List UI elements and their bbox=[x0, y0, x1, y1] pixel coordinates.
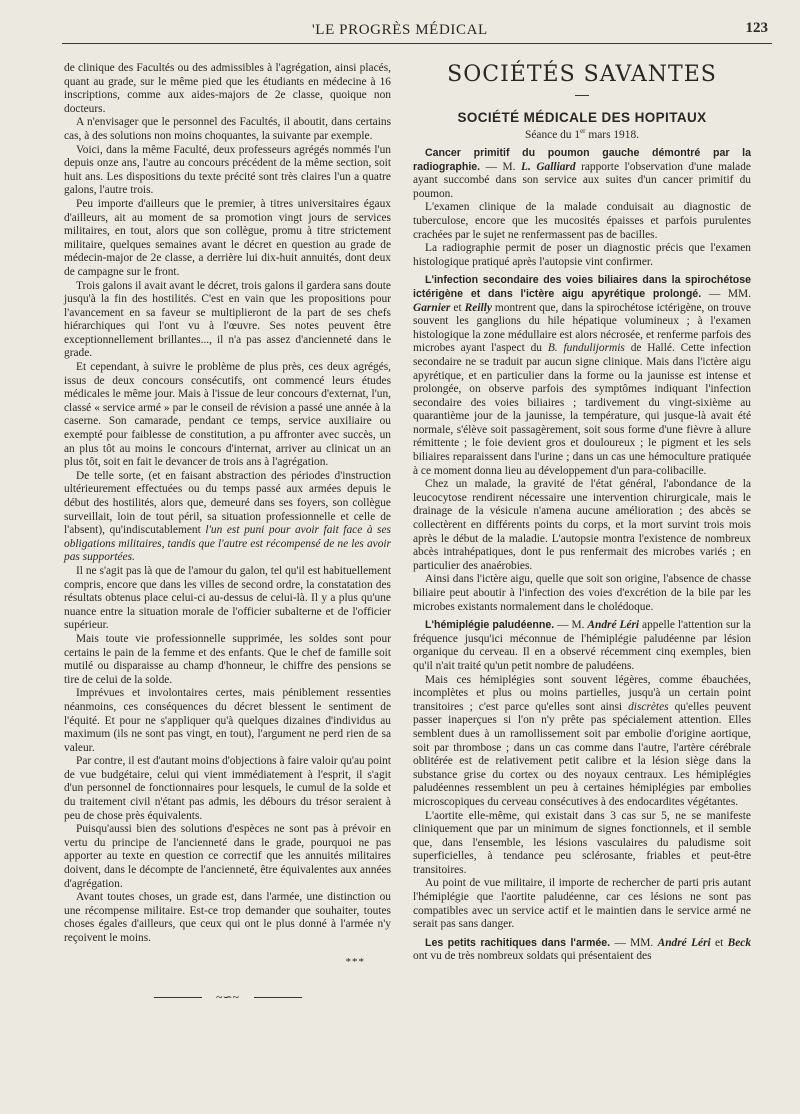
article-lead bbox=[413, 147, 751, 201]
article-title: L'infection secondaire des voies biliaires dans la spirochétose ictérigène et dans l'ictère aigu apyrétique prolongé. bbox=[413, 274, 751, 300]
paragraph: Avant toutes choses, un grade est, dans l'armée, une distinction ou une récompense militaire. Est-ce trop demander que souhaiter, toutes choses égales d'ailleurs, que ceux qui ont le plus donné à l'armée n'y reçoivent le moins. bbox=[64, 891, 391, 944]
society-heading: SOCIÉTÉ MÉDICALE DES HOPITAUX bbox=[457, 110, 707, 125]
paragraph-text: rapporte l'observation d'une malade ayant succombé dans son service aux suites d'un cancer primitif du poumon. bbox=[413, 160, 751, 200]
paragraph: Au point de vue militaire, il importe de rechercher de parti pris autant l'hémiplégie que l'aortite paludéenne, car ces lésions ne sont pas compatibles avec un service actif et le maintien dans le service armé ne serait pas sans danger. bbox=[413, 877, 751, 931]
paragraph: Voici, dans la même Faculté, deux professeurs agrégés nommés l'un depuis onze ans, l'autre au concours précédent de la même section, soit huit ans. Les dispositions du texte précité sont très claires l'un a quatre galons, l'autre trois. bbox=[64, 143, 391, 197]
title-rule bbox=[575, 95, 589, 96]
paragraph: Chez un malade, la gravité de l'état général, l'abondance de la leucocytose rendirent nécessaire une intervention chirurgicale, mais le drainage de la vésicule n'amena aucune amélioration ; des abcès se collectèrent en différents points du corps, et la mort survint trois mois après le début de la maladie. L'autopsie montra l'existence de nombreux abcès intrahépatiques, dont le pus renfermait des microbes variés ; en particulier des anaérobies. bbox=[413, 478, 751, 572]
paragraph: Puisqu'aussi bien des solutions d'espèces ne sont pas à prévoir en vertu du principe de l'ancienneté dans le grade, pourquoi ne pas apporter au texte en question ce correctif que les annuités militaires doivent, dans le décompte de l'ancienneté, être équivalentes aux années d'agrégation. bbox=[64, 823, 391, 890]
article-title: L'hémiplégie paludéenne. bbox=[425, 619, 555, 632]
page-header bbox=[62, 18, 772, 44]
paragraph: L'examen clinique de la malade conduisait au diagnostic de tuberculose, encore que les mucosités épaisses et parfois purulentes crachées par le sujet ne renfermassent pas de bacilles. bbox=[413, 201, 751, 241]
seance-date bbox=[413, 129, 751, 141]
paragraph: A n'envisager que le personnel des Facultés, il aboutit, dans certains cas, à des solutions non moins choquantes, la suivante par exemple. bbox=[64, 116, 391, 142]
italic-word: discrètes bbox=[628, 700, 669, 713]
paragraph: L'aortite elle-même, qui existait dans 3 cas sur 5, ne se manifeste cliniquement que par un minimum de signes fonctionnels, et il semble que, dans l'ensemble, les lésions vasculaires du paludisme soit superficielles, à tendance peu sclérosante, friables et peut-être transitoires. bbox=[413, 809, 751, 876]
paragraph-text: qu'elles peuvent passer inaperçues si l'on n'y prête pas spécialement attention. Elles semblent dues à un ramollissement soit par embolie d'origine aortique, soit par thrombose ; dans un cas comme dans l'autre, l'artère cérébrale oblitérée est de relativement petit calibre et la lésion siège dans la substance grise du cortex ou des noyaux centraux. Les hémiplégies paludéennes ressemblent un peu à certaines hémiplégies par embolies microscopiques du cerveau consécutives à des endocardites végétantes. bbox=[413, 700, 751, 808]
fleuron-divider: ~∽~ bbox=[168, 990, 288, 1004]
paragraph: Il ne s'agit pas là que de l'amour du galon, tel qu'il est habituellement compris, encore que dans les villes de second ordre, la constatation des résultats obtenus place celui-ci au-dessus de celui-là. Il y a plus qu'une nuance entre la situation morale de l'officier subalterne et de l'officier supérieur. bbox=[64, 564, 391, 632]
bacillus-name: B. fundulijormis bbox=[547, 342, 625, 355]
conjunction: et bbox=[450, 301, 465, 314]
paragraph-text: De telle sorte, (et en faisant abstraction des périodes d'instruction ultérieurement effectuées ou du temps passé aux armées depuis le début des hostilités, alors que, demeuré dans ses foyers, son collègue surveillait, loin de tout péril, sa situation professionnelle et celle de l'absent), qu'indiscutablement bbox=[64, 469, 391, 537]
conjunction: et bbox=[710, 936, 728, 949]
paragraph-text: montrent que, dans la spirochétose ictérigène, on trouve souvent les ganglions du hile hépatique volumineux ; à l'examen histologique la zone médullaire est alors nécrosée, et renferme parfois des microbes ayant l'aspect du bbox=[413, 301, 751, 355]
running-title: 'LE PROGRÈS MÉDICAL bbox=[312, 22, 488, 38]
paragraph-text: Mais ces hémiplégies sont souvent légères, comme ébauchées, incomplètes et plus ou moins partielles, jusqu'à un certain point transitoires ; c'est parce qu'elles sont ainsi bbox=[413, 673, 751, 713]
paragraph-text: de Hallé. Cette infection secondaire ne se traduit par aucun signe clinique. Mais dans l'ictère aigu apyrétique, et en particulier dans la forme ou la jaunisse est intense et prolongée, on observe parfois des symptômes indiquant l'infection secondaire des voies biliaires ; tardivement du vingt-sixième au quarantième jour de la jaunisse, la température, qui jusque-là avait été normale, s'élève soit passagèrement, soit sous forme d'une fièvre à allure rémittente ; le foie devient gros et douloureux ; le pigment et les sels biliaires reparaissent dans l'urine ; dans un cas une hémoculture pratiquée à ce moment donna lieu au développement d'un para-colibacille. bbox=[413, 342, 751, 477]
author: Garnier bbox=[413, 301, 451, 314]
paragraph: Et cependant, à suivre le problème de plus près, ces deux agrégés, issus de deux concours consécutifs, ont commencé leurs études médicales le même jour. Mais à l'issue de leur concours d'externat, l'un, classé « service armé » par le conseil de révision a passé une année à la caserne. Son camarade, pendant ce temps, service auxiliaire ou exempté pour faiblesse de constitution, a pu affronter avec succès, un an plus tôt au moins le concours d'internat, arriver au clinicat un an plus tôt, soit en fait le devancer de trois ans à l'agrégation. bbox=[64, 361, 391, 469]
paragraph: La radiographie permit de poser un diagnostic précis que l'examen histologique pratiqué après l'autopsie vint confirmer. bbox=[413, 242, 751, 268]
author: Reilly bbox=[464, 301, 492, 314]
article-title: Cancer primitif du poumon gauche démontré par la radiographie. bbox=[413, 147, 751, 173]
author: André Léri bbox=[657, 936, 711, 949]
article-lead bbox=[413, 619, 751, 673]
header-rule bbox=[62, 43, 772, 44]
article-lead bbox=[413, 937, 751, 964]
paragraph: de clinique des Facultés ou des admissibles à l'agrégation, ainsi placés, quant au grade, sur le même pied que les étudiants en médecine à 16 inscriptions, comme aux aides-majors de 2e classe, quoique non docteurs. bbox=[64, 62, 391, 115]
paragraph: Par contre, il est d'autant moins d'objections à faire valoir qu'au point de vue budgétaire, celui qui vient immédiatement à l'esprit, il s'agit d'un personnel de fonctionnaires pour lesquels, le cumul de la solde et du traitement civil n'étant pas admis, les débours du trésor seraient à peu de chose près équivalents. bbox=[64, 755, 391, 822]
paragraph-text: ont vu de très nombreux soldats qui présentaient des bbox=[413, 950, 652, 963]
author: André Léri bbox=[587, 619, 640, 632]
seance-sup: er bbox=[580, 127, 586, 136]
section-title: SOCIÉTÉS SAVANTES bbox=[447, 62, 717, 87]
article-lead bbox=[413, 274, 751, 478]
paragraph: Imprévues et involontaires certes, mais péniblement ressenties néanmoins, ces conséquences du décret blessent le sentiment de l'équité. Et pour ne s'appliquer qu'à quelques dizaines d'individus au maximum (ils ne sont pas vingt, en tout), l'argument ne perd rien de sa valeur. bbox=[64, 687, 391, 754]
right-column bbox=[413, 62, 751, 964]
left-column bbox=[64, 62, 391, 1004]
dash: — M. bbox=[554, 619, 588, 632]
paragraph: Peu importe d'ailleurs que le premier, à titres universitaires égaux d'ailleurs, ait au moment de sa promotion vingt jours de services militaires, en tout, alors que son collègue, promu à titre strictement militaire, quelques semaines avant le décret en question au grade de médecin-major de 2e classe, a derrière lui dix-huit annuités, dont deux de campagne sur le front. bbox=[64, 197, 391, 278]
article-title: Les petits rachitiques dans l'armée. bbox=[425, 936, 611, 949]
paragraph: Ainsi dans l'ictère aigu, quelle que soit son origine, l'absence de chasse biliaire peut aboutir à l'infection des voies d'excrétion de la bile par les microbes existants normalement dans le cholédoque. bbox=[413, 573, 751, 613]
asterism: *** bbox=[345, 955, 365, 968]
author: L. Galliard bbox=[521, 160, 576, 173]
seance-text: mars 1918. bbox=[585, 129, 639, 141]
dash: — MM. bbox=[701, 287, 751, 300]
italic-conclusion: l'un est puni pour avoir fait face à ses obligations militaires, tandis que l'autre est récompensé de ne les avoir pas supportées. bbox=[64, 524, 391, 564]
paragraph: Mais toute vie professionnelle supprimée, les soldes sont pour certains le pain de la femme et des enfants. Que le chef de famille soit mutilé ou disparaisse au champ d'honneur, le chiffre des pensions se tire de celui de la solde. bbox=[64, 632, 391, 686]
paragraph bbox=[64, 470, 391, 565]
paragraph: Trois galons il avait avant le décret, trois galons il gardera sans doute jusqu'à la fin des hostilités. C'est en vain que les propositions pour l'avancement en sa faveur se multiplieront de la part de ses chefs hiérarchiques qui l'ont vu à l'œuvre. Ses notes peuvent être exceptionnellement brillantes..., il n'a pas assez d'ancienneté dans le grade. bbox=[64, 279, 391, 360]
page-number: 123 bbox=[745, 20, 768, 36]
seance-text: Séance du 1 bbox=[525, 129, 581, 141]
paragraph-text: appelle l'attention sur la fréquence jusqu'ici méconnue de l'hémiplégie paludéenne par lésion organique du cerveau. Il en a observé récemment cinq exemples, bien qu'il n'ait traité qu'un petit nombre de paludéens. bbox=[413, 619, 751, 672]
author: Beck bbox=[727, 936, 752, 949]
dash: — MM. bbox=[610, 936, 658, 949]
paragraph bbox=[413, 674, 751, 810]
dash: — M. bbox=[480, 160, 521, 173]
